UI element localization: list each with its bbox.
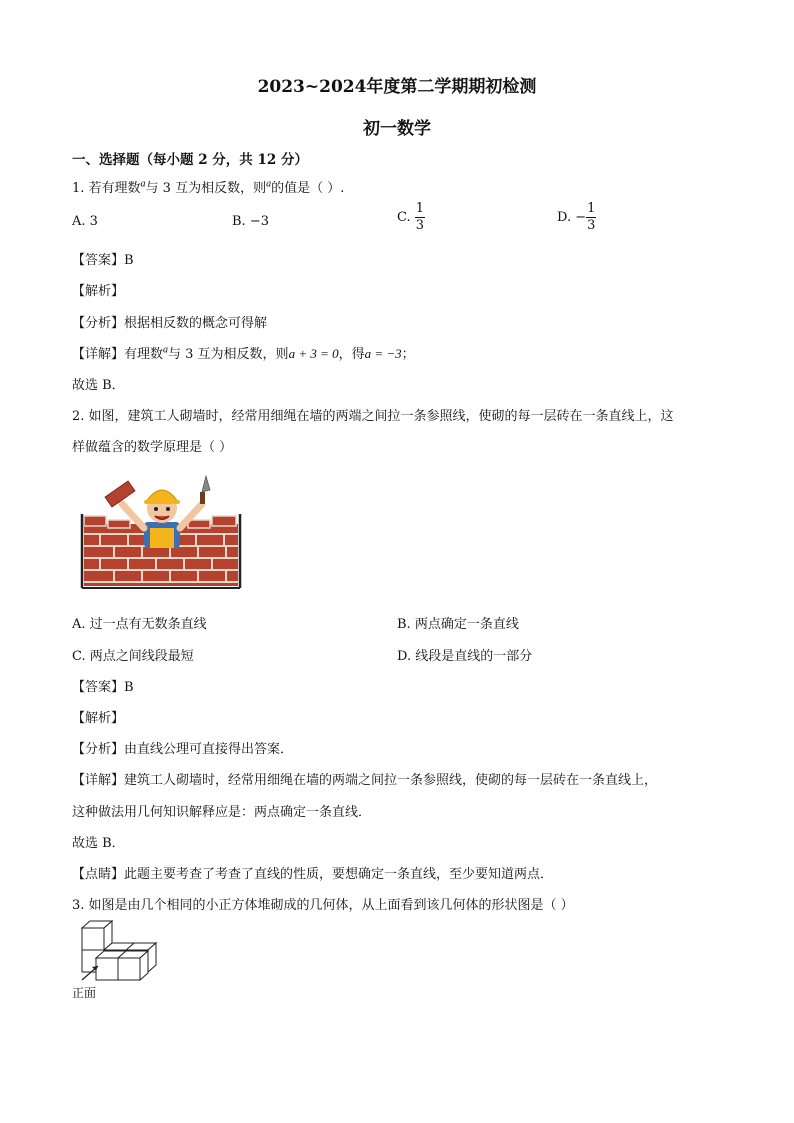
q2-option-b: B. 两点确定一条直线 (397, 617, 519, 632)
q1-stem-part: 1. 若有理数 (72, 181, 141, 196)
q2-option-c: C. 两点之间线段最短 (72, 649, 194, 664)
fraction-numerator: 1 (587, 201, 596, 216)
q3-stem: 3. 如图是由几个相同的小正方体堆砌成的几何体，从上面看到该几何体的形状图是（ ） (72, 898, 574, 913)
q1-var: a (266, 178, 272, 190)
page-title: 2023~2024年度第二学期期初检测 (257, 77, 537, 97)
page-subtitle: 初一数学 (363, 119, 431, 139)
fraction-numerator: 1 (415, 201, 425, 216)
q1-option-b: B. −3 (232, 214, 269, 229)
fraction-denominator: 3 (415, 218, 425, 233)
q2-answer: 【答案】B (72, 680, 134, 695)
trowel-icon (200, 476, 210, 504)
q1-equation-1: a + 3 = 0 (288, 346, 339, 361)
q2-analysis-tag: 【解析】 (72, 711, 125, 726)
q1-fenxi: 【分析】根据相反数的概念可得解 (72, 316, 268, 331)
q1-option-d-fraction (586, 201, 596, 234)
q1-var: a (163, 344, 169, 356)
q1-xiangjie (72, 343, 415, 362)
q1-conclusion: 故选 B． (72, 378, 125, 393)
bricklayer-illustration (78, 474, 244, 592)
q2-xiangjie-line2: 这种做法用几何知识解释应是：两点确定一条直线． (72, 805, 372, 820)
q1-answer: 【答案】B (72, 253, 134, 268)
q2-stem-line2: 样做蕴含的数学原理是（ ） (72, 440, 233, 455)
q2-option-a: A. 过一点有无数条直线 (72, 617, 207, 632)
q1-xiangjie-part: 【详解】有理数 (72, 347, 164, 362)
q1-option-c (397, 201, 425, 234)
q1-stem-part: 的值是（ ）. (271, 181, 345, 196)
q1-option-c-label: C. (397, 210, 411, 225)
q1-xiangjie-part: ； (401, 347, 415, 362)
q1-equation-2: a = −3 (364, 346, 402, 361)
q2-dianjing: 【点睛】此题主要考查了考查了直线的性质，要想确定一条直线，至少要知道两点． (72, 867, 554, 882)
fraction-denominator: 3 (587, 218, 596, 233)
q1-xiangjie-part: 与 3 互为相反数，则 (168, 347, 289, 362)
q3-front-label: 正面 (72, 986, 97, 1000)
q1-option-a: A. 3 (72, 214, 98, 229)
q1-var: a (140, 178, 146, 190)
section-heading: 一、选择题（每小题 2 分，共 12 分） (72, 152, 308, 168)
q2-xiangjie-line1: 【详解】建筑工人砌墙时，经常用细绳在墙的两端之间拉一条参照线，使砌的每一层砖在一条直线上， (72, 773, 658, 788)
q1-option-d (557, 201, 596, 234)
q1-stem (72, 177, 344, 196)
q2-conclusion: 故选 B． (72, 836, 125, 851)
q2-stem-line1: 2. 如图，建筑工人砌墙时，经常用细绳在墙的两端之间拉一条参照线，使砌的每一层砖在一条直线上，这 (72, 409, 674, 424)
q2-option-d: D. 线段是直线的一部分 (397, 649, 533, 664)
q1-analysis-tag: 【解析】 (72, 284, 125, 299)
q1-xiangjie-part: ，得 (338, 347, 365, 362)
q1-stem-part: 与 3 互为相反数，则 (145, 181, 267, 196)
q1-option-d-label: D. − (557, 210, 587, 225)
q2-fenxi: 【分析】由直线公理可直接得出答案． (72, 742, 294, 757)
cube-solid-figure (74, 918, 170, 982)
q1-option-c-fraction (415, 201, 425, 234)
